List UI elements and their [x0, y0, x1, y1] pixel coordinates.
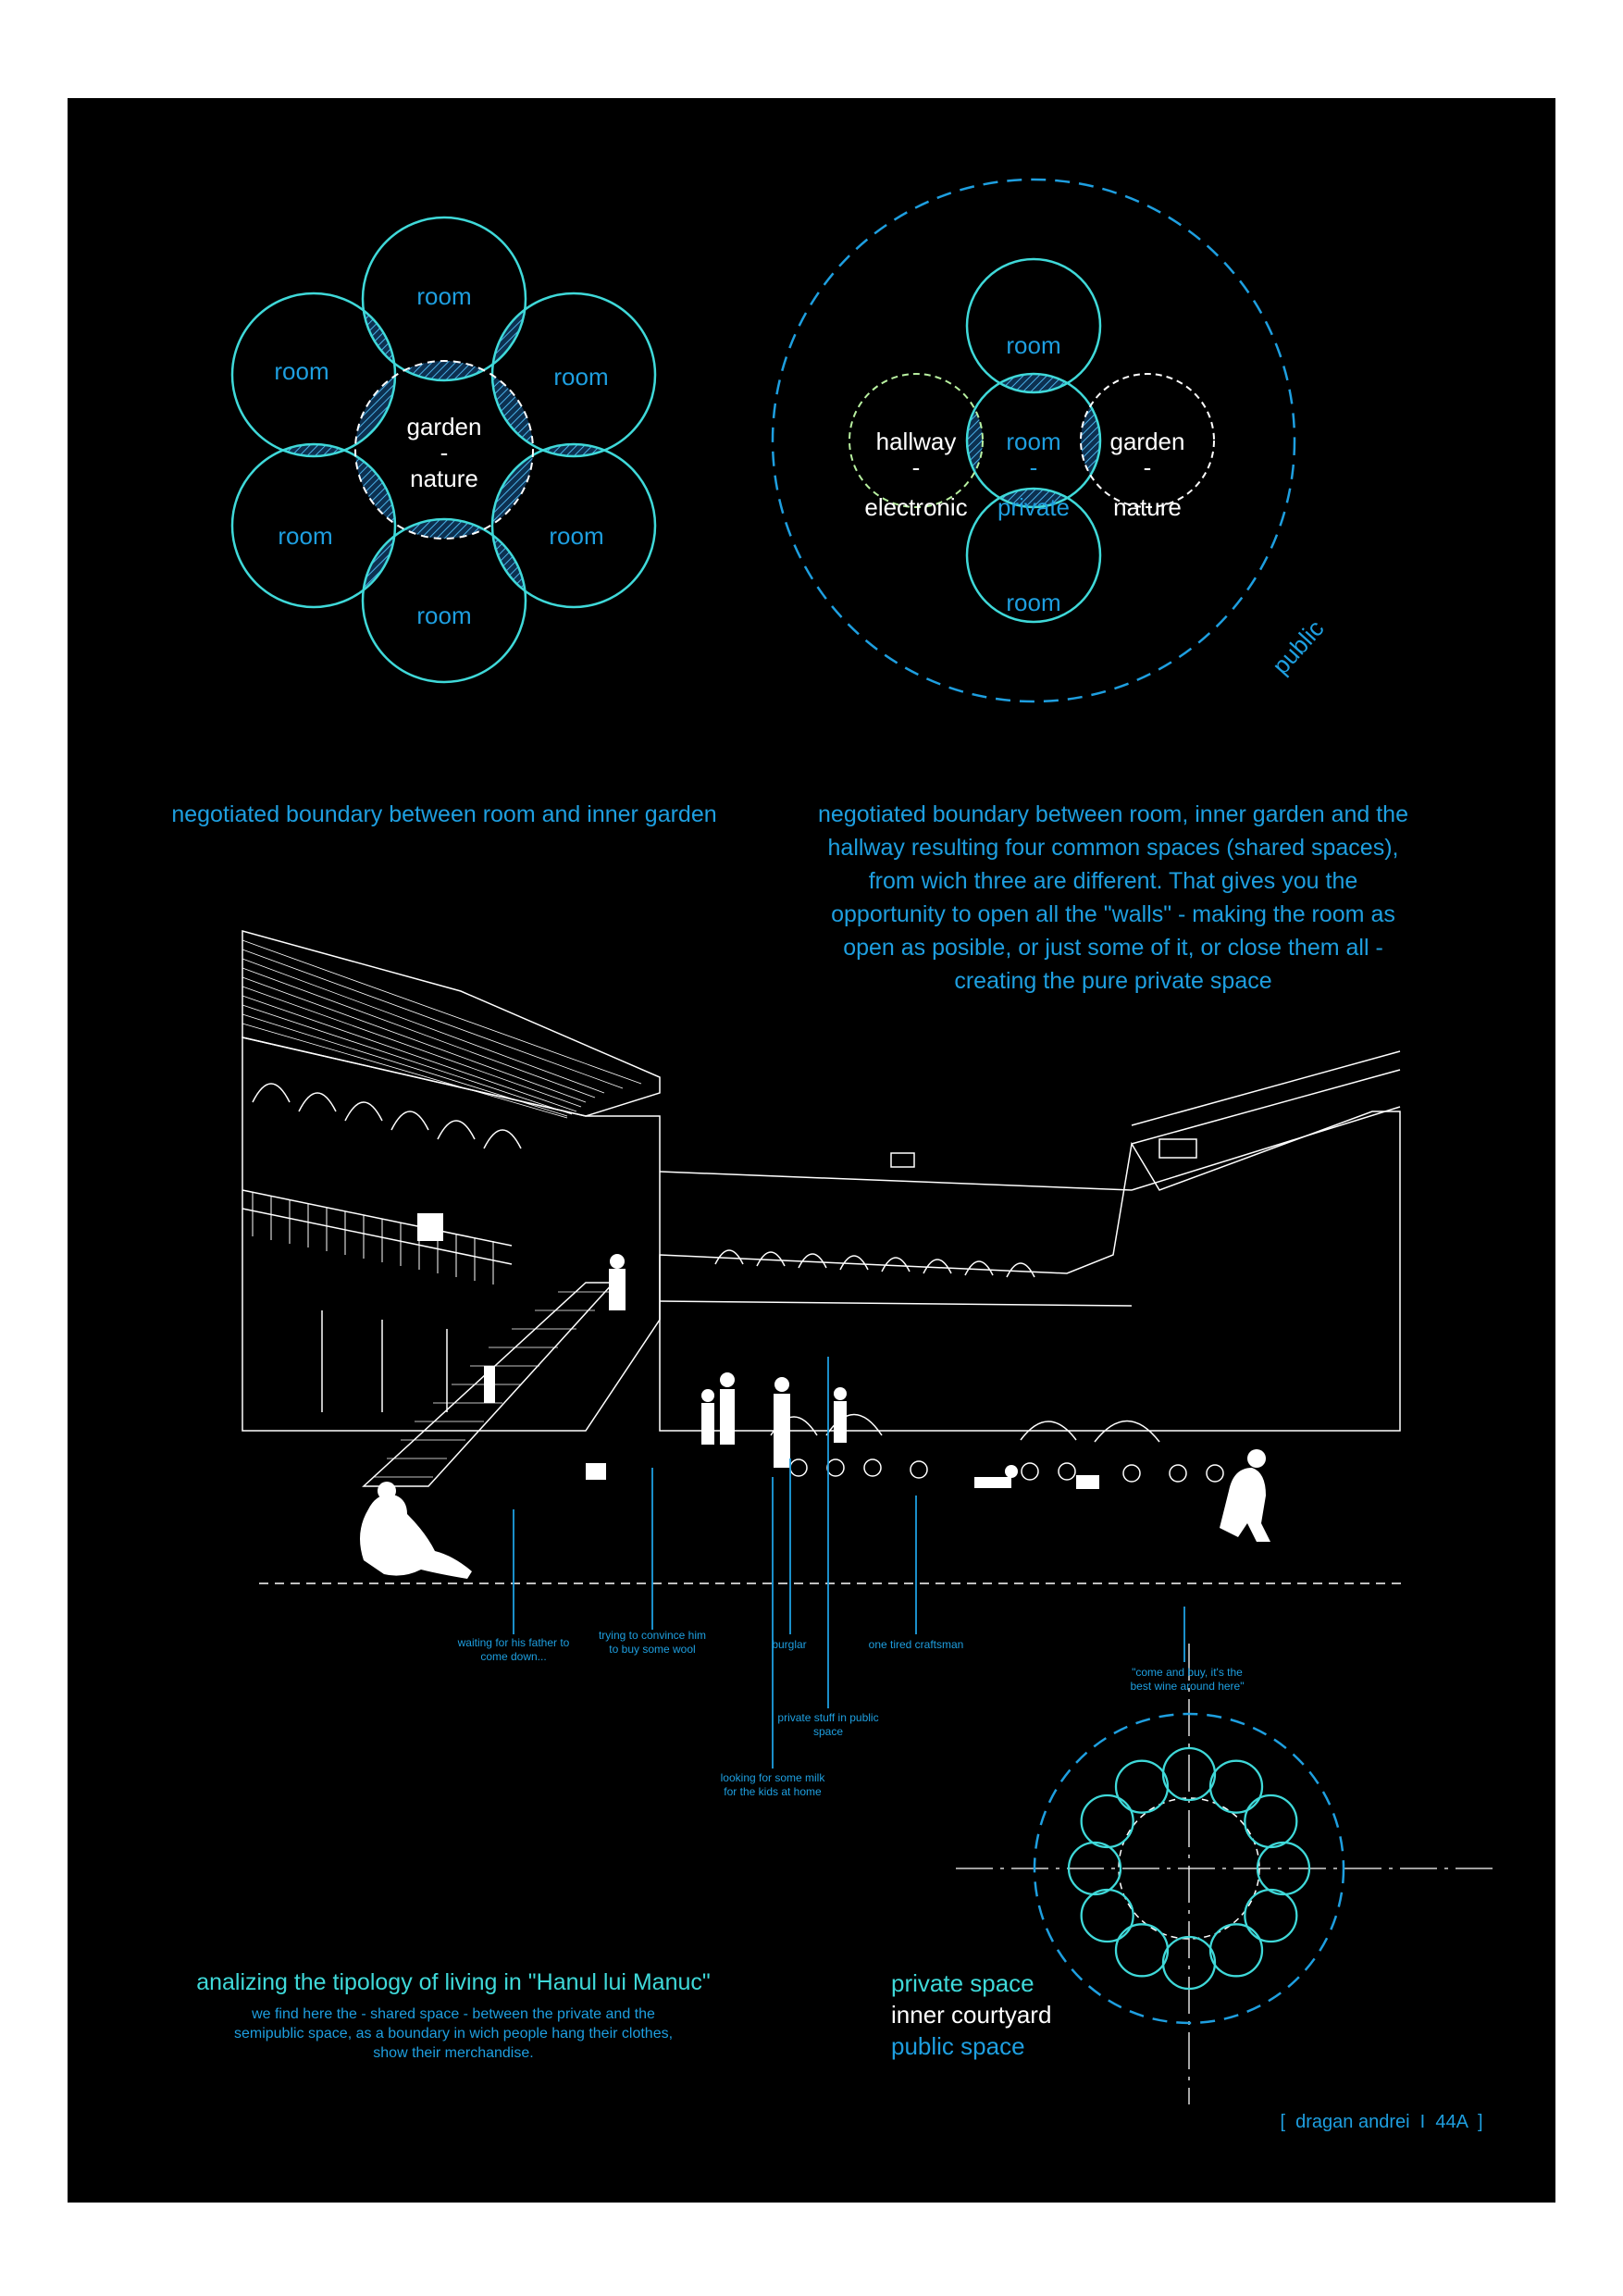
annotation-waiting: [449, 1636, 578, 1664]
person-head: [720, 1372, 735, 1387]
garden-label: garden: [1109, 428, 1185, 455]
private-room-circle: [1116, 1924, 1168, 1976]
annotation-line: space: [812, 1725, 844, 1738]
annotation-wool: [592, 1629, 712, 1657]
room-label: room: [553, 363, 609, 391]
private-room-circle: [1210, 1924, 1262, 1976]
public-label: public: [1266, 614, 1330, 680]
person-silhouette: [774, 1394, 790, 1468]
hallway-dash: -: [911, 453, 921, 481]
caption-line: creating the pure private space: [954, 968, 1272, 994]
caption-line: negotiated boundary between room, inner garden and the: [818, 801, 1408, 827]
annotation-line: "come and buy, it's the: [1132, 1666, 1243, 1679]
caption-line: from wich three are different. That gives you the: [868, 868, 1358, 894]
annotation-line: waiting for his father to: [457, 1636, 570, 1649]
person-silhouette: [586, 1463, 606, 1480]
private-room-circle: [1210, 1761, 1262, 1813]
analysis-line: semipublic space, as a boundary in wich people hang their clothes,: [233, 2026, 674, 2042]
room-private-dash: -: [1029, 453, 1038, 481]
legend-inner-courtyard: inner courtyard: [891, 2001, 1052, 2029]
annotation-line: to buy some wool: [609, 1643, 696, 1656]
diagram-artwork: [68, 98, 1555, 2203]
annotation-private-stuff: [768, 1711, 888, 1739]
person-head: [1247, 1449, 1266, 1468]
person-silhouette: [609, 1269, 626, 1310]
legend-private-space: private space: [891, 1969, 1035, 1997]
analysis-line: show their merchandise.: [373, 2045, 534, 2061]
garden-dash: -: [440, 439, 449, 466]
private-room-circle: [1082, 1890, 1134, 1942]
annotation-line: for the kids at home: [724, 1785, 822, 1798]
leader-lines: [514, 1357, 1184, 1769]
author-page-footer: [ dragan andrei I 44A ]: [1280, 2112, 1483, 2132]
person-silhouette: [484, 1366, 495, 1403]
annotation-line: burglar: [772, 1638, 807, 1651]
electronic-label: electronic: [864, 493, 968, 521]
room-label: room: [549, 522, 604, 550]
person-silhouette: [417, 1213, 443, 1241]
craftsman-silhouette: [974, 1477, 1011, 1488]
person-head: [774, 1377, 789, 1392]
room-label: room: [278, 522, 333, 550]
room-circle: [363, 519, 526, 682]
analysis-title: analizing the tipology of living in "Hanul lui Manuc": [196, 1969, 711, 1995]
person-silhouette: [1076, 1475, 1099, 1489]
room-private-label: room: [1006, 428, 1061, 455]
poster-board: [68, 98, 1555, 2203]
room-label: room: [1006, 331, 1061, 359]
garden-label: garden: [406, 413, 482, 441]
person-head: [701, 1389, 714, 1402]
annotation-line: come down...: [480, 1650, 547, 1663]
annotation-line: best wine around here": [1130, 1680, 1245, 1693]
annotation-line: private stuff in public: [777, 1711, 879, 1724]
person-head: [1005, 1465, 1018, 1478]
burglar-silhouette: [834, 1401, 847, 1443]
private-room-circle: [1082, 1795, 1134, 1847]
sitting-man-silhouette: [360, 1495, 472, 1579]
person-head: [834, 1387, 847, 1400]
room-label: room: [416, 602, 472, 629]
person-head: [378, 1482, 396, 1500]
caption-line: hallway resulting four common spaces (shared spaces),: [827, 835, 1399, 861]
private-room-circle: [1245, 1890, 1296, 1942]
ring-diagram: [956, 1644, 1493, 2104]
courtyard-perspective: [242, 931, 1400, 1486]
left-diagram-caption: negotiated boundary between room and inner garden: [171, 801, 717, 827]
analysis-body: [194, 2004, 712, 2063]
annotation-line: one tired craftsman: [868, 1638, 964, 1651]
nature-label: nature: [410, 465, 478, 492]
annotation-milk: [712, 1771, 833, 1799]
annotation-wine: [1122, 1666, 1252, 1694]
caption-line: opportunity to open all the "walls" - making the room as: [831, 901, 1395, 927]
wine-seller-silhouette: [1220, 1468, 1270, 1542]
person-head: [610, 1254, 625, 1269]
garden-dash: -: [1143, 453, 1152, 481]
person-silhouette: [701, 1403, 714, 1445]
annotation-line: trying to convince him: [598, 1629, 707, 1642]
legend-public-space: public space: [891, 2032, 1025, 2060]
annotation-burglar: [752, 1638, 826, 1652]
room-circle: [967, 259, 1100, 392]
nature-label: nature: [1113, 493, 1182, 521]
private-room-circle: [1116, 1761, 1168, 1813]
people-silhouettes: [360, 1213, 1270, 1579]
person-silhouette: [720, 1389, 735, 1445]
room-label: room: [274, 357, 329, 385]
hallway-label: hallway: [875, 428, 957, 455]
private-label: private: [997, 493, 1071, 521]
caption-line: open as posible, or just some of it, or close them all -: [843, 935, 1383, 961]
annotation-craftsman: [861, 1638, 972, 1652]
private-room-circle: [1245, 1795, 1296, 1847]
annotation-line: looking for some milk: [720, 1771, 825, 1784]
right-diagram-caption: [817, 798, 1409, 998]
analysis-line: we find here the - shared space - between the private and the: [252, 2006, 655, 2022]
room-label: room: [416, 282, 472, 310]
room-label: room: [1006, 589, 1061, 616]
